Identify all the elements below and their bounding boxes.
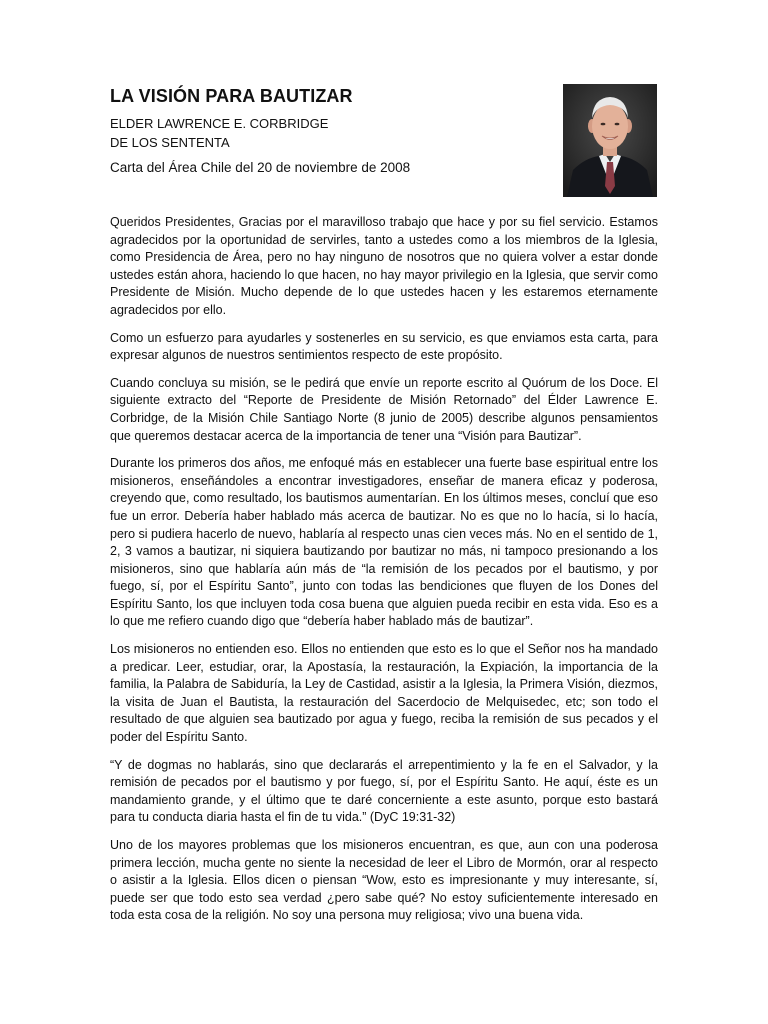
paragraph: Uno de los mayores problemas que los misioneros encuentran, es que, aun con una poderosa primera lección, mucha gente no siente la necesidad de leer el Libro de Mormón, orar al respecto o asistir a la Iglesia. Ellos dicen o piensan “Wow, esto es impresionante y muy interesante, sí, puede ser que todo esto sea verdad ¿pero sabe qué? No estoy suficientemente interesado en toda esta cosa de la religión. No soy una persona muy religiosa; vivo una buena vida. — [110, 838, 658, 923]
author-block — [110, 114, 328, 152]
portrait-icon — [563, 84, 657, 197]
paragraph: Queridos Presidentes, Gracias por el maravilloso trabajo que hace y por su fiel servicio. Estamos agradecidos por la oportunidad de servirles, tanto a ustedes como a los miembros de la Iglesia, como Presidencia de Área, pero no hay ninguno de nosotros que no quiera volver a estar donde ustedes están ahora, haciendo lo que hacen, no hay mayor privilegio en la Iglesia, que servir como Presidente de Misión. Mucho depende de lo que ustedes hacen y les estaremos eternamente agradecidos por ello. — [110, 215, 658, 317]
paragraph: Los misioneros no entienden eso. Ellos no entienden que esto es lo que el Señor nos ha mandado a predicar. Leer, estudiar, orar, la Apostasía, la restauración, la Expiación, la importancia de la familia, la Palabra de Sabiduría, la Ley de Castidad, asistir a la Iglesia, la Primera Visión, diezmos, la visita de Juan el Bautista, la restauración del Sacerdocio de Melquisedec, etc; son todo el resultado de que alguien sea bautizado por agua y fuego, reciba la remisión de sus pecados y el poder del Espíritu Santo. — [110, 642, 658, 745]
author-quorum: DE LOS SENTENTA — [110, 135, 230, 150]
letter-dateline: Carta del Área Chile del 20 de noviembre de 2008 — [110, 160, 411, 175]
letter-body — [110, 214, 658, 935]
scripture-quote: “Y de dogmas no hablarás, sino que declararás el arrepentimiento y la fe en el Salvador, y la remisión de pecados por el bautismo y por fuego, sí, por el Espíritu Santo. He aquí, éste es un mandamiento grande, y el último que te daré concerniente a este asunto, porque esto bastará para tu conducta diaria hasta el fin de tu vida.” (DyC 19:31-32) — [110, 757, 658, 825]
author-name: ELDER LAWRENCE E. CORBRIDGE — [110, 116, 329, 131]
paragraph: Cuando concluya su misión, se le pedirá que envíe un reporte escrito al Quórum de los Doce. El siguiente extracto del “Reporte de Presidente de Misión Retornado” del Élder Lawrence E. Corbridge, de la Misión Chile Santiago Norte (8 junio de 2005) describe algunos pensamientos que queremos destacar acerca de la importancia de tener una “Visión para Bautizar”. — [110, 375, 658, 443]
document-title: LA VISIÓN PARA BAUTIZAR — [110, 86, 353, 106]
portrait-photo — [563, 84, 657, 197]
paragraph: Como un esfuerzo para ayudarles y sostenerles en su servicio, es que enviamos esta carta, para expresar algunos de nuestros sentimientos respecto de este propósito. — [110, 330, 658, 363]
paragraph: Durante los primeros dos años, me enfoqué más en establecer una fuerte base espiritual entre los misioneros, enseñándoles a encontrar investigadores, enseñar de manera eficaz y poderosa, creyendo que, como resultado, los bautismos aumentarían. En los últimos meses, concluí que eso fue un error. Debería haber hablado más acerca de bautizar. No es que no lo hacía, si lo hacía, pero si pudiera hacerlo de nuevo, hablaría al respecto unas cien veces más. No en el sentido de 1, 2, 3 vamos a bautizar, ni siquiera bautizando por bautizar no más, ni tampoco presionando a los misioneros, sino que hablaría aún más de “la remisión de los pecados por el bautismo, y por fuego, sí, por el Espíritu Santo”, junto con todas las bendiciones que fluyen de los Dones del Espíritu Santo, los que incluyen toda cosa buena que alguien pueda recibir en esta vida. Eso es a lo que me refiero cuando digo que “debería haber hablado más de bautizar”. — [110, 456, 658, 629]
